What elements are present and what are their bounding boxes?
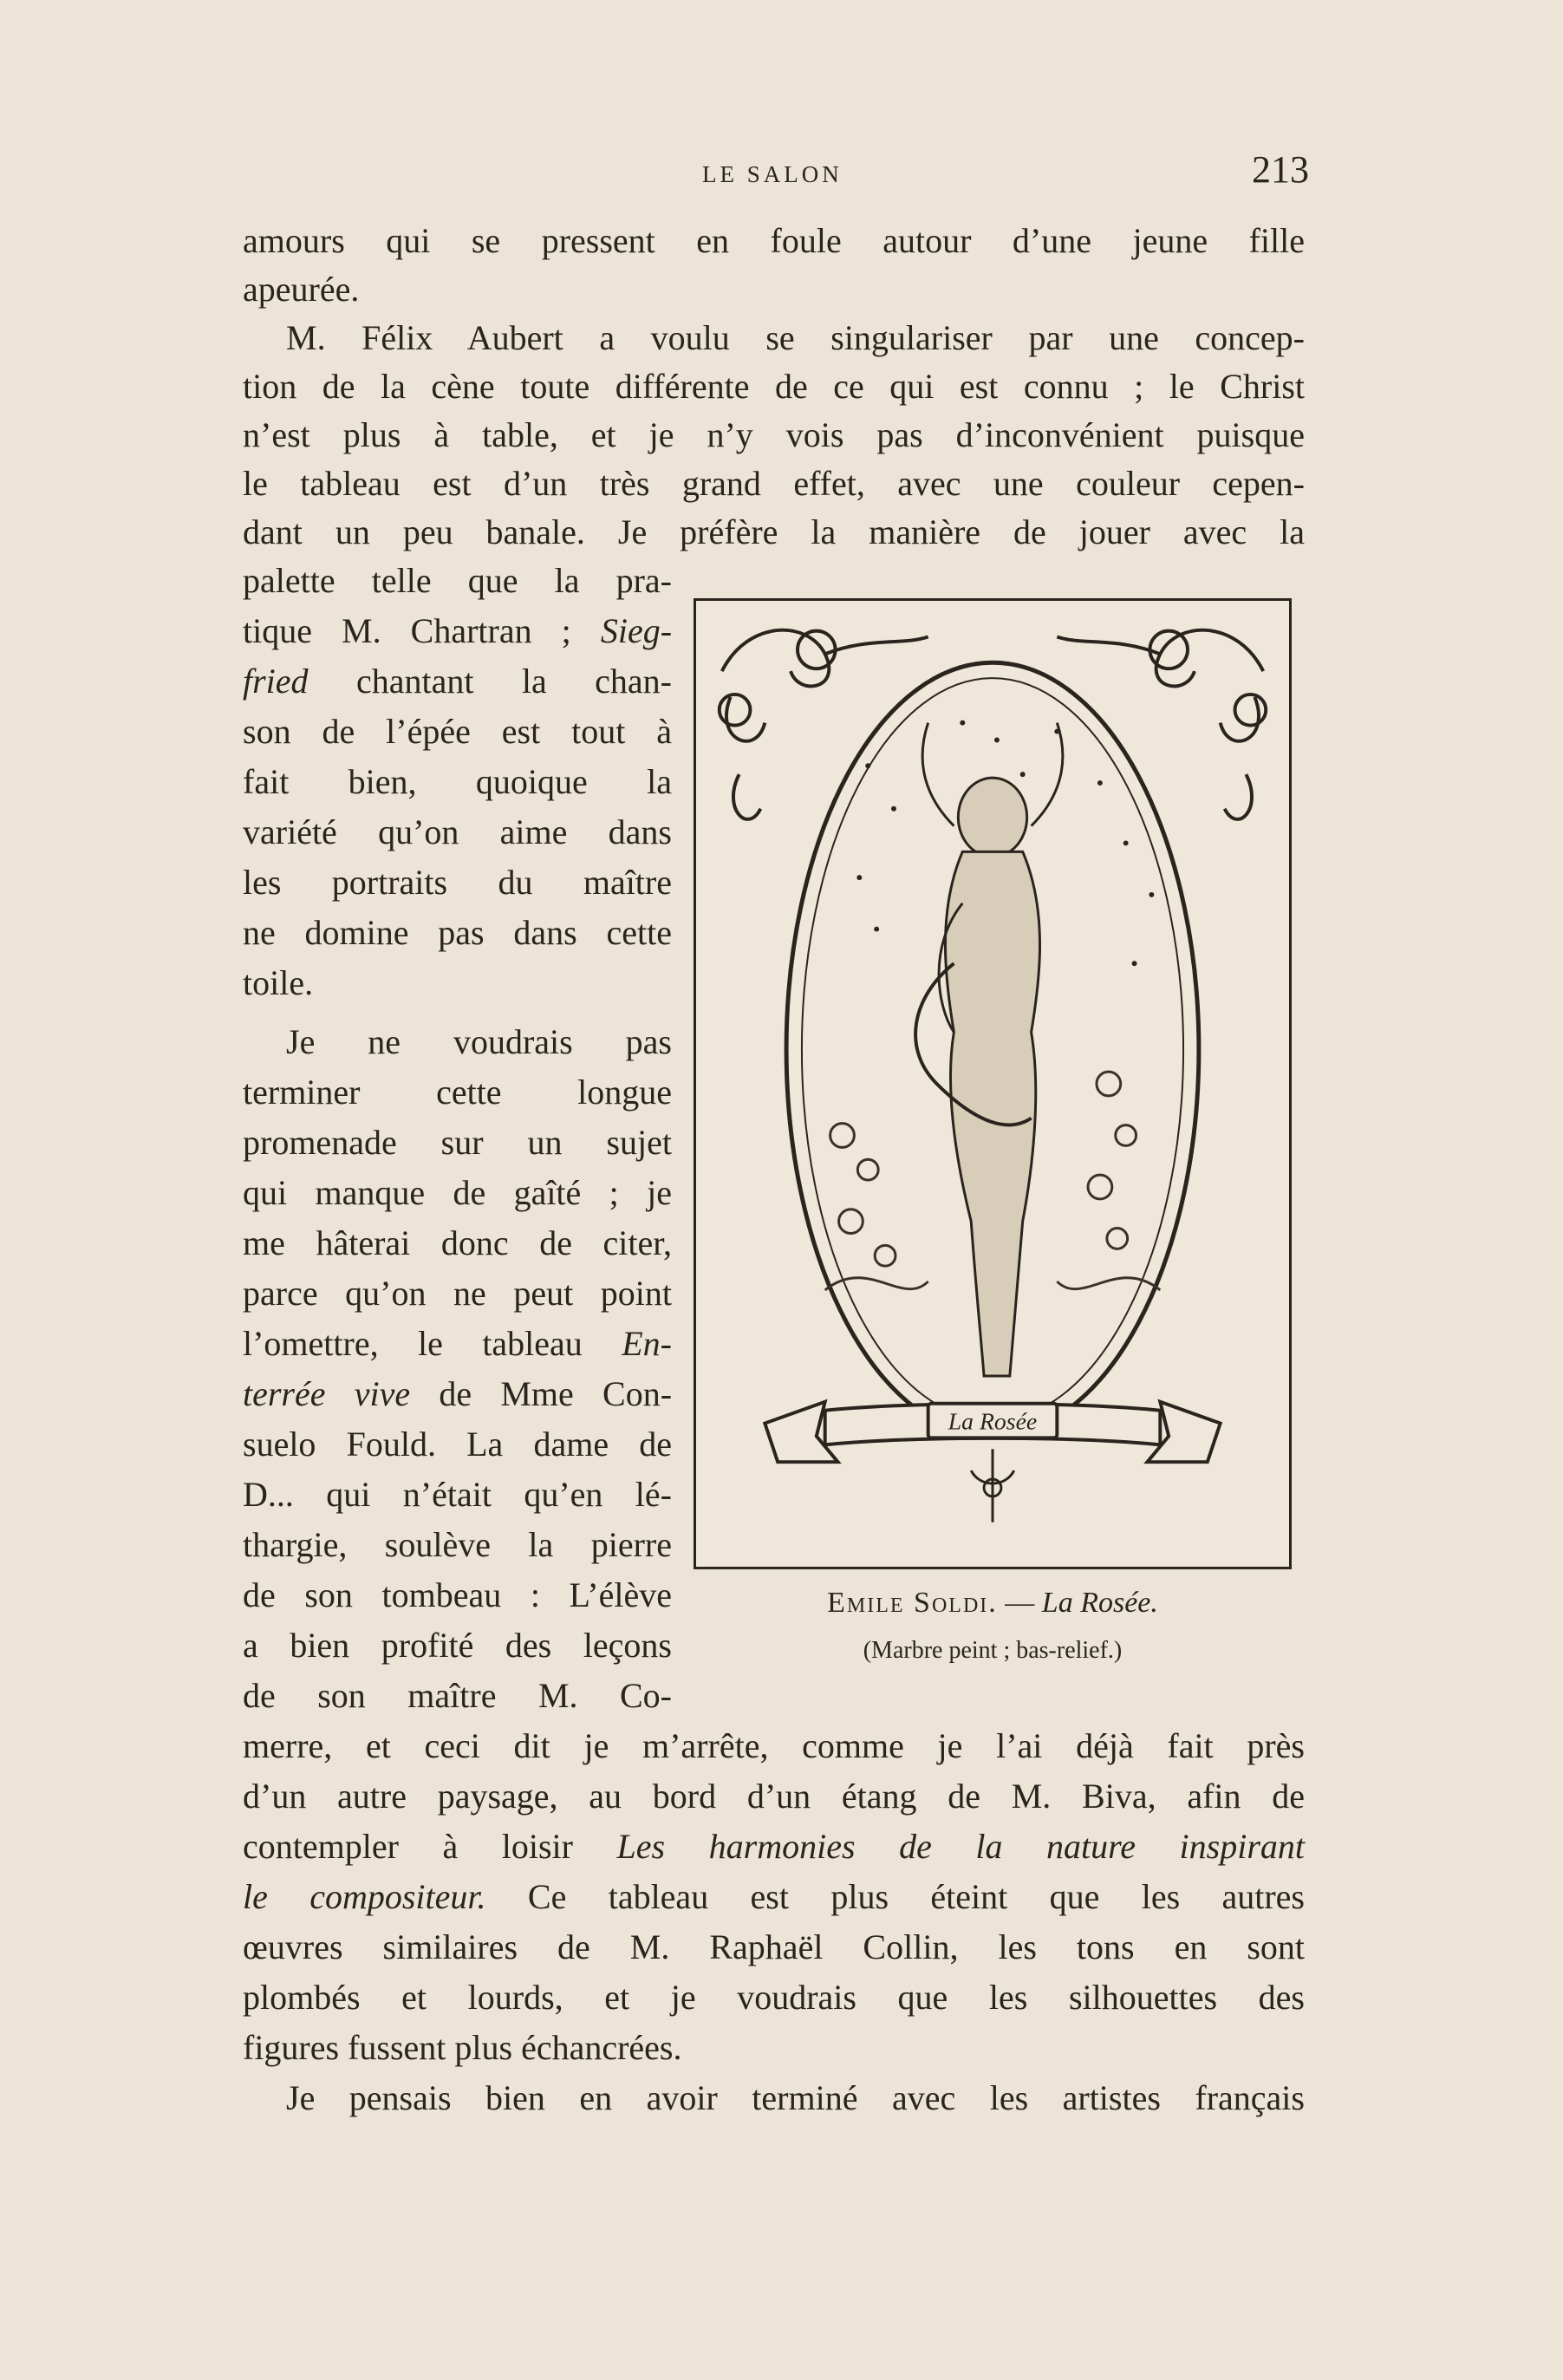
text-line: plombés et lourds, et je voudrais que les silhouettes des: [243, 1978, 1305, 2017]
text-line: promenade sur un sujet: [243, 1123, 672, 1162]
page-number: 213: [1252, 148, 1309, 191]
italic-title: fried: [243, 662, 309, 701]
text-line: [243, 1370, 672, 1418]
text-line: tion de la cène toute différente de ce qui est connu ; le Christ: [243, 367, 1305, 406]
text-fragment: de Mme Con-: [439, 1374, 673, 1413]
corner-ornament-right: [1057, 630, 1266, 819]
text-line: amours qui se pressent en foule autour d’une jeune fille: [243, 221, 1305, 260]
text-line: [243, 1822, 1305, 1871]
text-line: merre, et ceci dit je m’arrête, comme je l’ai déjà fait près: [243, 1726, 1305, 1765]
italic-title: le compositeur.: [243, 1877, 486, 1916]
text-line: terminer cette longue: [243, 1073, 672, 1112]
text-line: parce qu’on ne peut point: [243, 1274, 672, 1313]
italic-title: En-: [622, 1324, 672, 1363]
text-line: [243, 1873, 1305, 1921]
text-line: palette telle que la pra-: [243, 561, 672, 600]
caption-dash: —: [997, 1587, 1042, 1619]
text-line: D... qui n’était qu’en lé-: [243, 1475, 672, 1514]
text-line: d’un autre paysage, au bord d’un étang de M. Biva, afin de: [243, 1777, 1305, 1816]
corner-ornament-left: [720, 630, 928, 819]
text-fragment: l’omettre, le tableau: [243, 1324, 583, 1363]
text-fragment: chantant la chan-: [355, 662, 672, 701]
italic-title: terrée vive: [243, 1374, 411, 1413]
text-line: qui manque de gaîté ; je: [243, 1173, 672, 1212]
text-line: suelo Fould. La dame de: [243, 1425, 672, 1464]
text-line: le tableau est d’un très grand effet, avec une couleur cepen-: [243, 464, 1305, 503]
figure-caption: [694, 1587, 1292, 1620]
text-line: ne domine pas dans cette: [243, 913, 672, 952]
caption-artist: Emile Soldi.: [827, 1587, 998, 1619]
text-line: n’est plus à table, et je n’y vois pas d’inconvénient puisque: [243, 415, 1305, 454]
text-line: Je pensais bien en avoir terminé avec les artistes français: [286, 2078, 1305, 2117]
text-line: M. Félix Aubert a voulu se singulariser par une concep-: [286, 318, 1305, 357]
text-line: thargie, soulève la pierre: [243, 1525, 672, 1564]
text-line: a bien profité des leçons: [243, 1626, 672, 1665]
italic-title: Sieg-: [600, 611, 673, 650]
text-line: œuvres similaires de M. Raphaël Collin, les tons en sont: [243, 1927, 1305, 1966]
text-fragment: tique M. Chartran ;: [243, 611, 571, 650]
text-line: apeurée.: [243, 270, 360, 309]
text-line: variété qu’on aime dans: [243, 812, 672, 851]
text-line: son de l’épée est tout à: [243, 712, 672, 751]
text-line: [243, 657, 672, 706]
banner-text: La Rosée: [948, 1408, 1038, 1436]
caption-title: La Rosée.: [1041, 1587, 1158, 1619]
figure-engraving: [694, 598, 1292, 1569]
running-head: [243, 147, 1309, 199]
bottom-flourish: [971, 1449, 1014, 1522]
running-title: LE SALON: [702, 161, 843, 187]
text-line: de son maître M. Co-: [243, 1676, 672, 1715]
text-line: figures fussent plus échancrées.: [243, 2028, 682, 2067]
figure-caption-medium: (Marbre peint ; bas-relief.): [863, 1637, 1123, 1664]
bas-relief-illustration: [696, 601, 1289, 1567]
text-fragment: Ce tableau est plus éteint que les autres: [527, 1877, 1305, 1916]
italic-title: Les harmonies de la nature inspirant: [616, 1827, 1306, 1866]
text-line: dant un peu banale. Je préfère la manière de jouer avec la: [243, 512, 1305, 551]
text-line: toile.: [243, 963, 314, 1002]
female-figure: [915, 723, 1063, 1376]
text-line: [243, 1320, 672, 1368]
text-line: les portraits du maître: [243, 863, 672, 902]
text-line: me hâterai donc de citer,: [243, 1223, 672, 1262]
text-line: fait bien, quoique la: [243, 762, 672, 801]
text-line: de son tombeau : L’élève: [243, 1575, 672, 1614]
text-line: [243, 607, 672, 655]
text-line: Je ne voudrais pas: [286, 1022, 672, 1061]
text-fragment: contempler à loisir: [243, 1827, 573, 1866]
